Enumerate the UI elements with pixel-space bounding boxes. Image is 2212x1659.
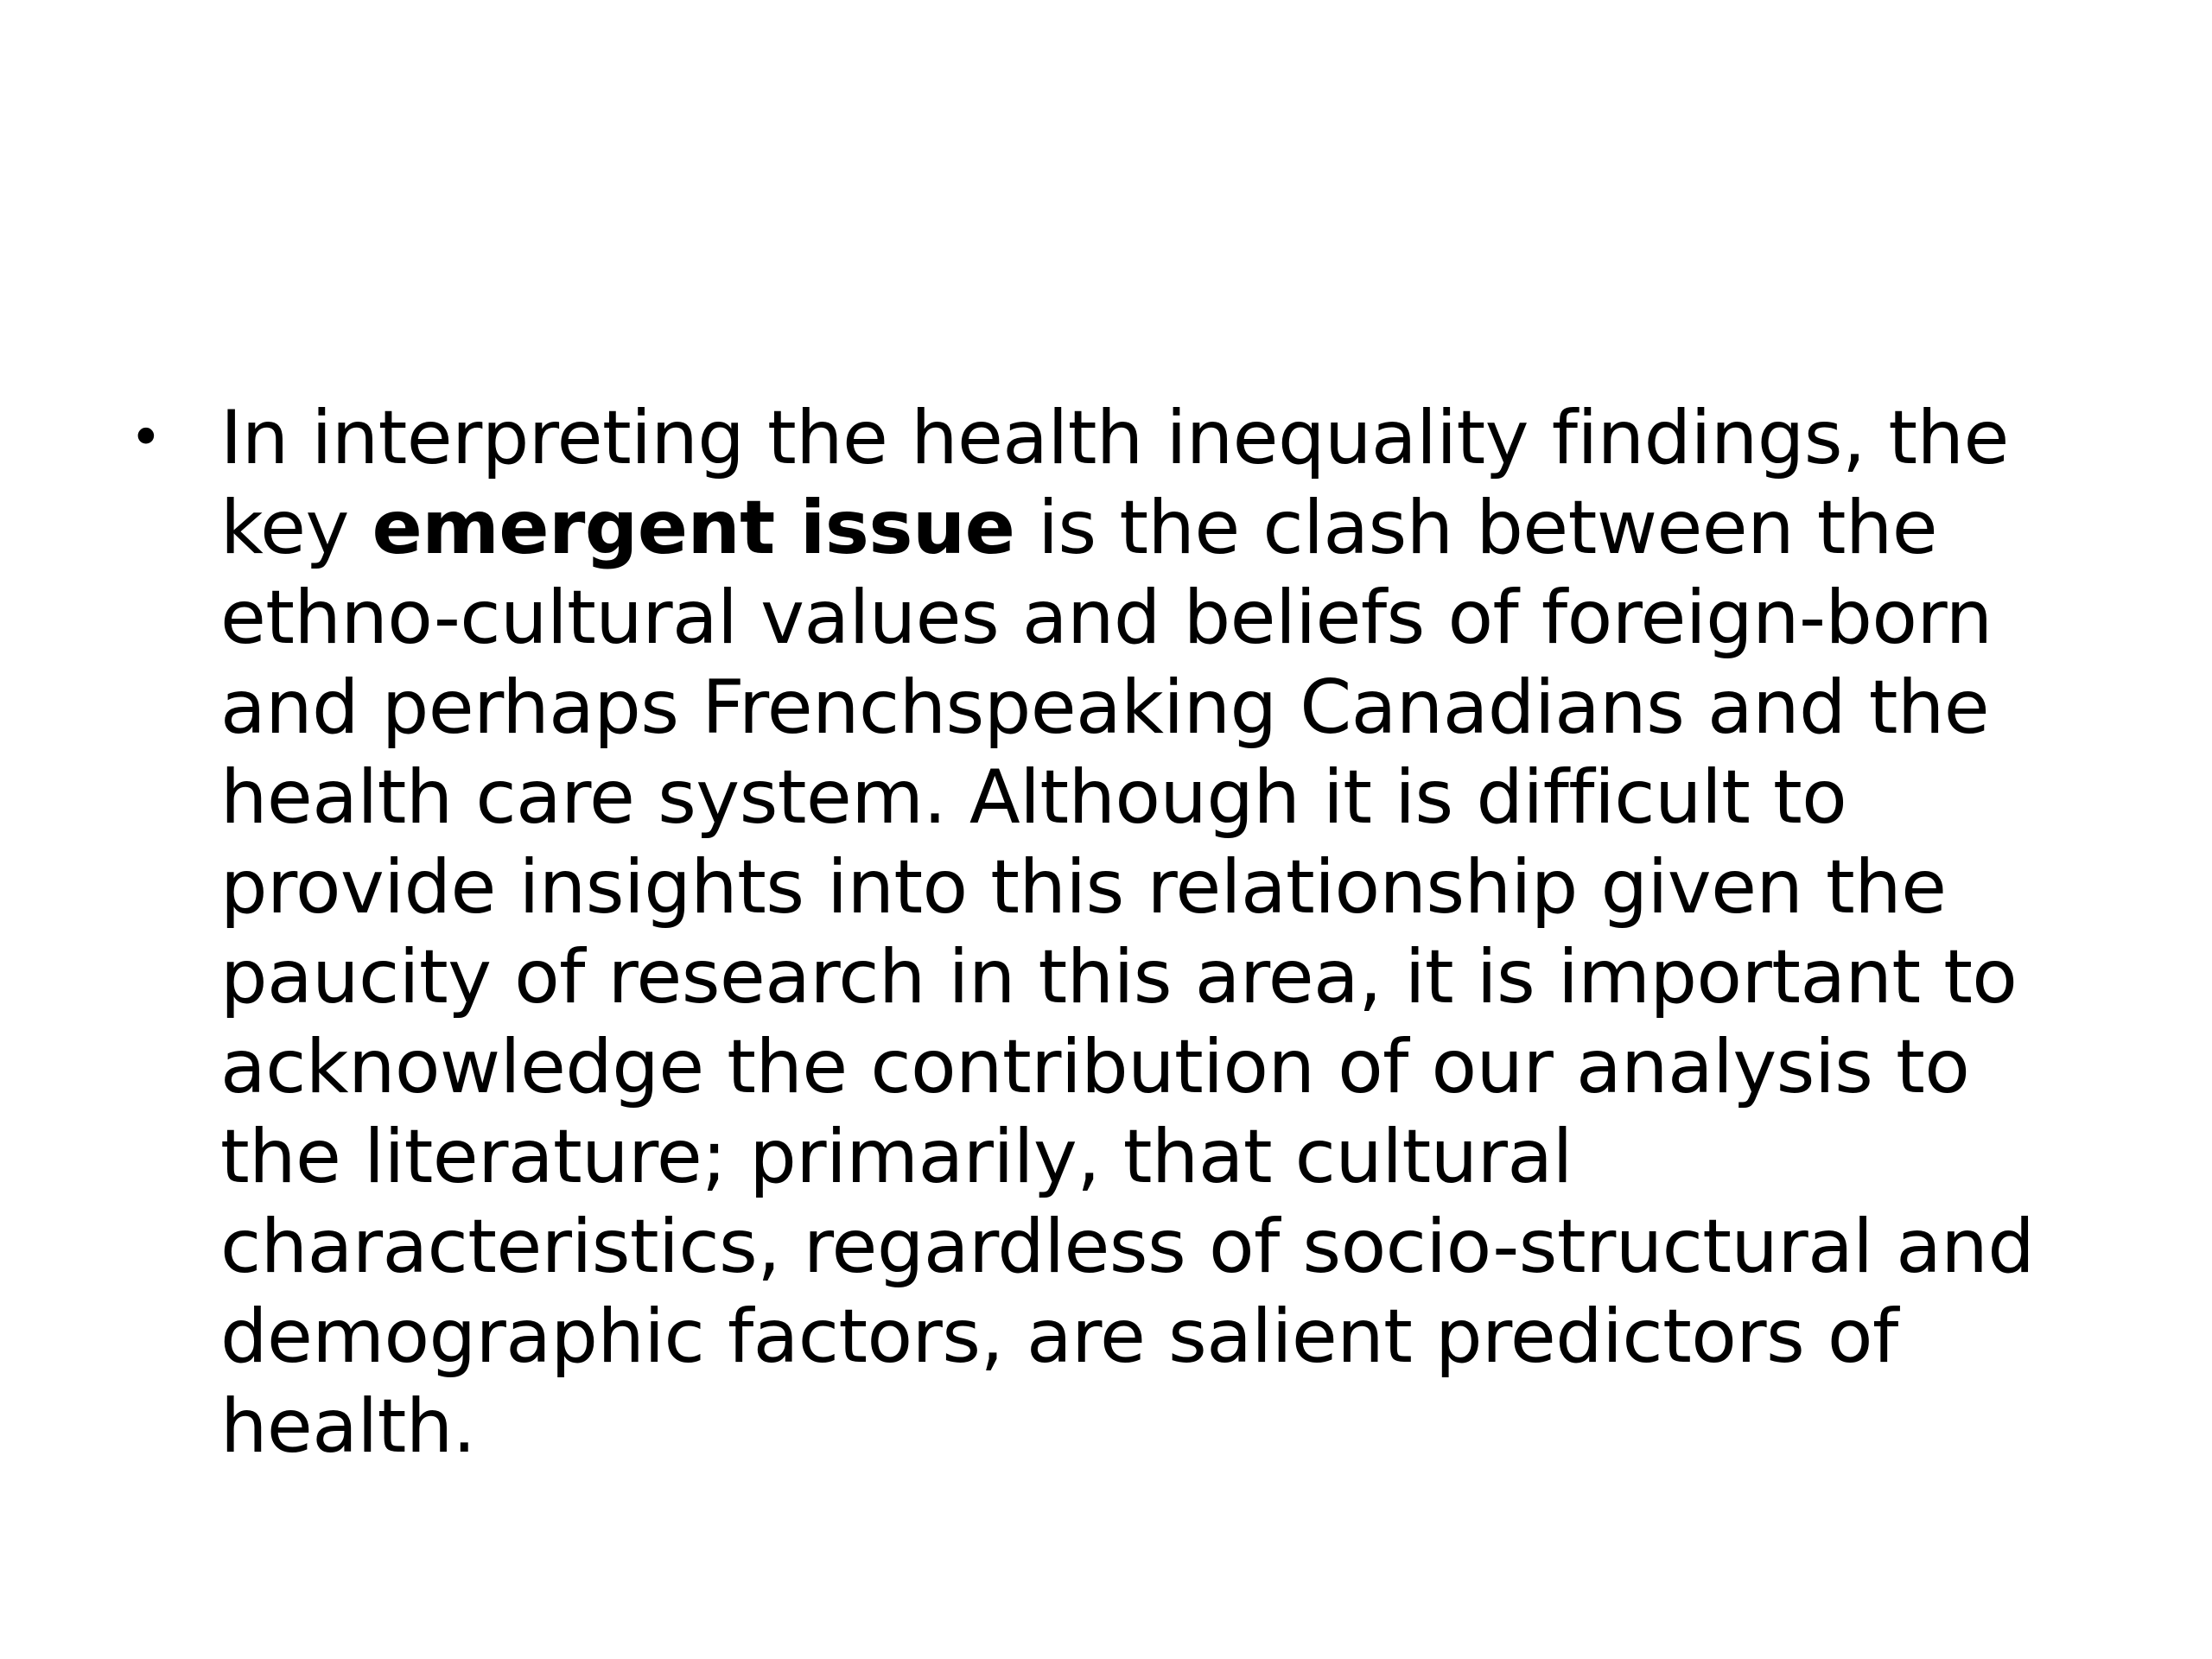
text-line-5: health care system. Although it is difficult to	[220, 754, 1847, 841]
text-line-1: In interpreting the health inequality findings, the	[220, 395, 2009, 481]
text-line-6: provide insights into this relationship given the	[220, 844, 1947, 931]
emphasis-emergent-issue: emergent issue	[372, 485, 1015, 571]
bullet-icon: •	[130, 406, 162, 470]
text-line-3: ethno-cultural values and beliefs of foreign-born	[220, 575, 1993, 661]
text-line-7: paucity of research in this area, it is important to	[220, 934, 2018, 1020]
text-line-4: and perhaps Frenchspeaking Canadians and the	[220, 664, 1990, 751]
text-line-10: characteristics, regardless of socio-structural and	[220, 1204, 2035, 1290]
bullet-item	[130, 393, 2108, 1471]
text-line-12: health.	[220, 1383, 476, 1470]
text-line-2	[220, 483, 2108, 573]
text-line-9: the literature; primarily, that cultural	[220, 1114, 1573, 1200]
text-line-11: demographic factors, are salient predictors of	[220, 1294, 1898, 1380]
text-line-8: acknowledge the contribution of our analysis to	[220, 1024, 1970, 1110]
text-line-2-end: is the clash between the	[1014, 485, 1938, 571]
slide-body	[130, 393, 2108, 1471]
bullet-paragraph	[220, 393, 2108, 1471]
text-line-2-start: key	[220, 485, 372, 571]
